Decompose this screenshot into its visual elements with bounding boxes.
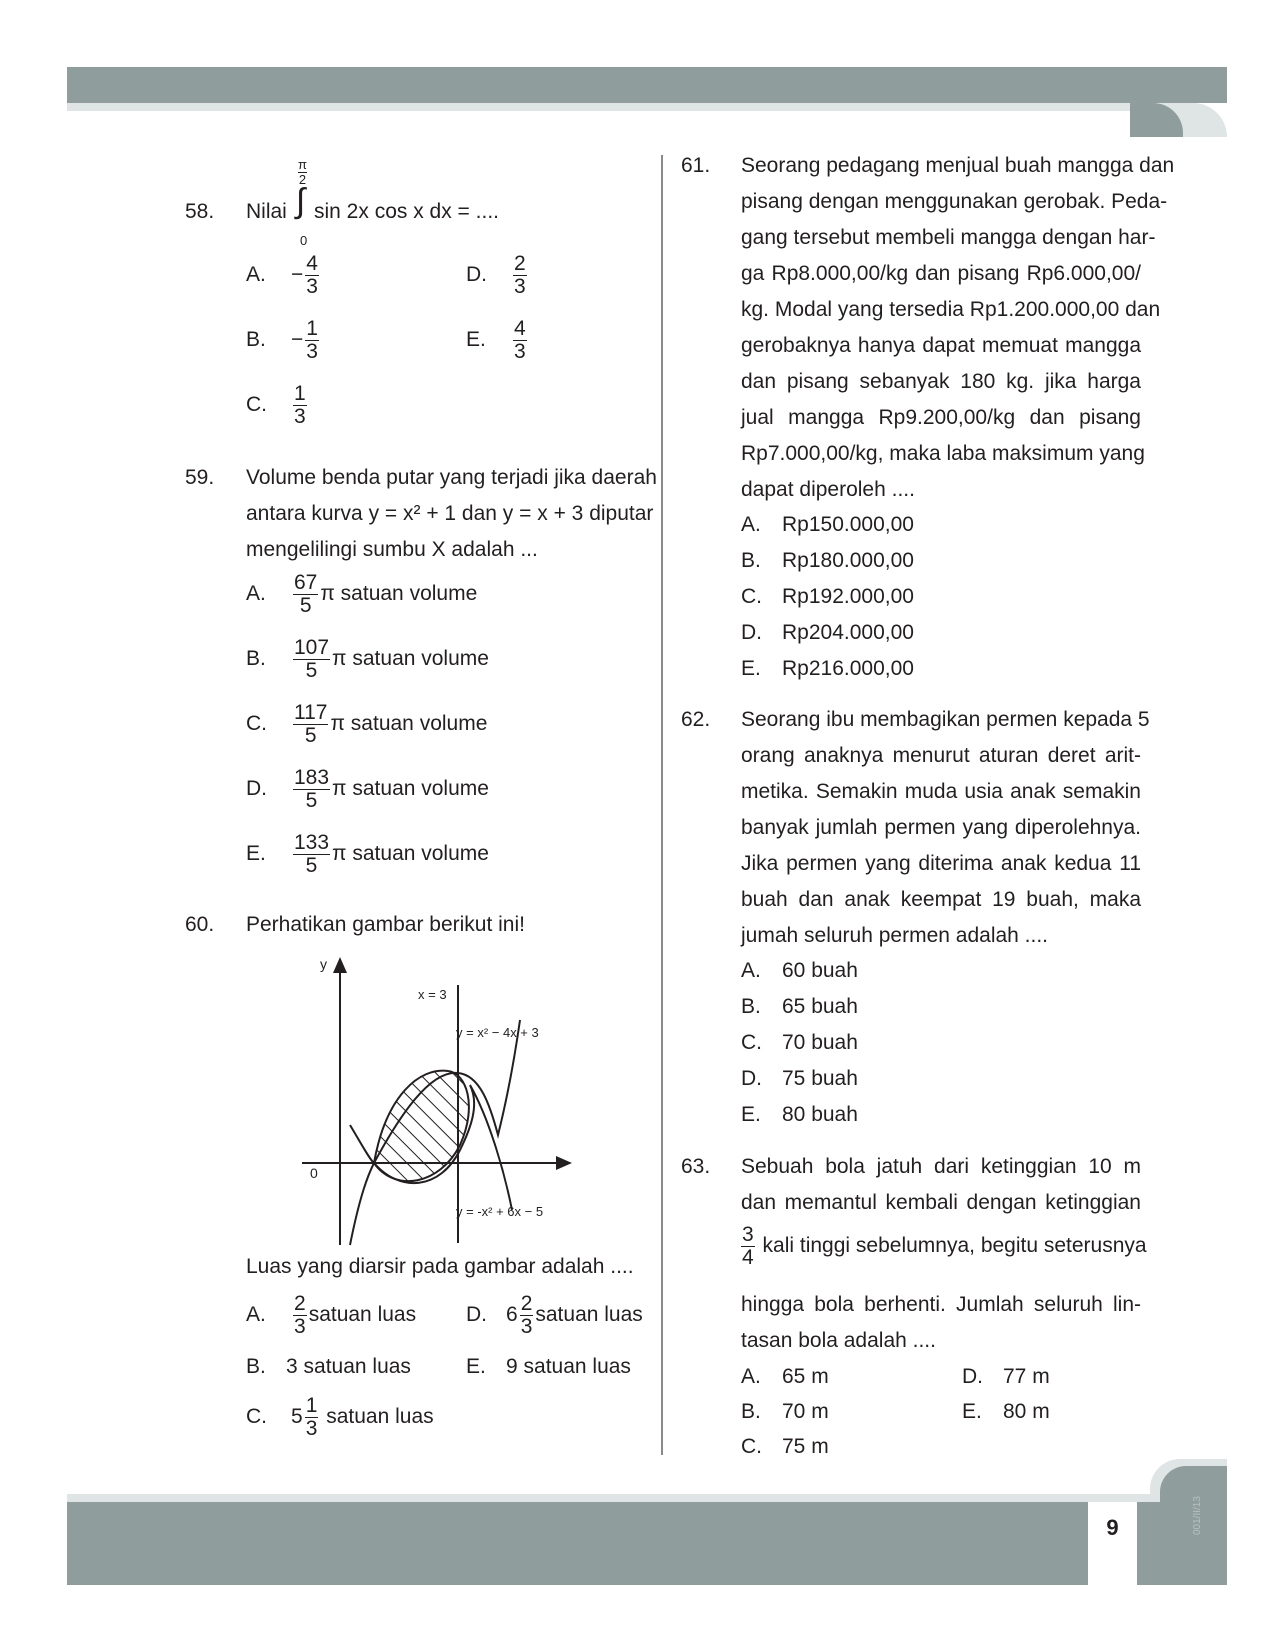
- option-e[interactable]: E. 80 buah: [741, 1103, 858, 1126]
- question-number: 59.: [185, 466, 215, 489]
- fraction: $\frac{2}{3}$: [514, 252, 526, 299]
- option-b[interactable]: B. 65 buah: [741, 995, 858, 1018]
- question-line: metika. Semakin muda usia anak semakin: [741, 780, 1141, 803]
- option-d[interactable]: D. 75 buah: [741, 1067, 858, 1090]
- footer-stripe: [67, 1494, 1153, 1502]
- question-line: Seorang pedagang menjual buah mangga dan: [741, 154, 1175, 177]
- fraction: $\frac{1}{3}$: [305, 1394, 318, 1441]
- fraction: $\frac{1}{3}$: [306, 317, 318, 364]
- page-number: 9: [1106, 1515, 1119, 1540]
- question-line: buah dan anak keempat 19 buah, maka: [741, 888, 1141, 911]
- question-number: 63.: [681, 1155, 711, 1178]
- question-line: orang anaknya menurut aturan deret arit-: [741, 744, 1141, 767]
- question-line: jumah seluruh permen adalah ....: [741, 924, 1049, 947]
- fraction: $\frac{4}{3}$: [306, 252, 318, 299]
- question-line: kg. Modal yang tersedia Rp1.200.000,00 dan: [741, 298, 1161, 321]
- option-a[interactable]: A. 60 buah: [741, 959, 858, 982]
- integral-expression: sin 2x cos x dx = ....: [314, 200, 499, 223]
- option-c[interactable]: C. $\frac{1}{3}$: [246, 382, 306, 429]
- option-d[interactable]: D. Rp204.000,00: [741, 621, 914, 644]
- option-b[interactable]: B. 70 m: [741, 1400, 829, 1423]
- side-code: 001/II/13: [1192, 1496, 1203, 1535]
- option-c[interactable]: C. 5 $\frac{1}{3}$ satuan luas: [246, 1394, 434, 1441]
- header-stripe: [67, 103, 1153, 111]
- question-line: tasan bola adalah ....: [741, 1329, 936, 1352]
- option-a[interactable]: A. Rp150.000,00: [741, 513, 914, 536]
- option-a[interactable]: A. 65 m: [741, 1365, 829, 1388]
- fraction: $\frac{4}{3}$: [514, 317, 526, 364]
- option-d[interactable]: D. 77 m: [962, 1365, 1050, 1388]
- option-c[interactable]: C. $\frac{117}{5}$ π satuan volume: [246, 701, 488, 748]
- question-number: 61.: [681, 154, 711, 177]
- option-e[interactable]: E. 9 satuan luas: [466, 1355, 631, 1378]
- x-axis-arrow: [556, 1156, 572, 1170]
- fraction: $\frac{107}{5}$: [294, 636, 330, 683]
- option-a[interactable]: A. − $\frac{4}{3}$: [246, 252, 318, 299]
- question-line: $\frac{3}{4}$ kali tinggi sebelumnya, begitu seterusnya: [742, 1223, 1147, 1270]
- curve2-label: y = -x² + 6x − 5: [456, 1204, 544, 1219]
- integral-upper-limit: π 2: [298, 157, 307, 187]
- question-text: Perhatikan gambar berikut ini!: [246, 913, 525, 936]
- fraction: $\frac{2}{3}$: [294, 1292, 306, 1339]
- option-b[interactable]: B. 3 satuan luas: [246, 1355, 411, 1378]
- question-line: jual mangga Rp9.200,00/kg dan pisang: [741, 406, 1141, 429]
- question-line: pisang dengan menggunakan gerobak. Peda-: [741, 190, 1168, 213]
- question-number: 60.: [185, 913, 215, 936]
- integral-lower-limit: 0: [300, 233, 308, 248]
- fraction: $\frac{3}{4}$: [742, 1223, 754, 1270]
- y-axis-label: y: [320, 956, 327, 972]
- question-line: gerobaknya hanya dapat memuat mangga: [741, 334, 1141, 357]
- option-b[interactable]: B. $\frac{107}{5}$ π satuan volume: [246, 636, 489, 683]
- question-prompt: Luas yang diarsir pada gambar adalah ....: [246, 1255, 634, 1278]
- option-c[interactable]: C. 70 buah: [741, 1031, 858, 1054]
- fraction: $\frac{117}{5}$: [294, 701, 328, 748]
- option-d[interactable]: D. 6 $\frac{2}{3}$ satuan luas: [466, 1292, 643, 1339]
- y-axis-arrow: [333, 957, 347, 973]
- option-b[interactable]: B. − $\frac{1}{3}$: [246, 317, 318, 364]
- question-line: dan pisang sebanyak 180 kg. jika harga: [741, 370, 1141, 393]
- origin-label: 0: [310, 1165, 318, 1181]
- option-a[interactable]: A. $\frac{67}{5}$ π satuan volume: [246, 571, 478, 618]
- header-band: [67, 67, 1227, 103]
- question-line: antara kurva y = x² + 1 dan y = x + 3 diputar: [246, 502, 654, 525]
- question-line: dapat diperoleh ....: [741, 478, 915, 501]
- question-line: Jika permen yang diterima anak kedua 11: [741, 852, 1141, 875]
- fraction: $\frac{2}{3}$: [520, 1292, 533, 1339]
- area-graph: [290, 945, 610, 1255]
- option-e[interactable]: E. Rp216.000,00: [741, 657, 914, 680]
- fraction: $\frac{67}{5}$: [294, 571, 318, 618]
- question-line: gang tersebut membeli mangga dengan har-: [741, 226, 1156, 249]
- shaded-region: [374, 1071, 469, 1182]
- question-number: 62.: [681, 708, 711, 731]
- question-line: hingga bola berhenti. Jumlah seluruh lin-: [741, 1293, 1141, 1316]
- question-prefix: Nilai: [246, 200, 287, 223]
- footer-band: [67, 1502, 1227, 1585]
- fraction: $\frac{1}{3}$: [294, 382, 306, 429]
- option-e[interactable]: E. 80 m: [962, 1400, 1050, 1423]
- option-e[interactable]: E. $\frac{4}{3}$: [466, 317, 526, 364]
- question-line: dan memantul kembali dengan ketinggian: [741, 1191, 1141, 1214]
- option-b[interactable]: B. Rp180.000,00: [741, 549, 914, 572]
- question-line: Seorang ibu membagikan permen kepada 5: [741, 708, 1150, 731]
- column-divider: [661, 155, 663, 1455]
- question-line: mengelilingi sumbu X adalah ...: [246, 538, 538, 561]
- option-c[interactable]: C. 75 m: [741, 1435, 829, 1458]
- option-e[interactable]: E. $\frac{133}{5}$ π satuan volume: [246, 831, 489, 878]
- question-line: ga Rp8.000,00/kg dan pisang Rp6.000,00/: [741, 262, 1141, 285]
- vertical-line-label: x = 3: [418, 987, 447, 1002]
- option-a[interactable]: A. $\frac{2}{3}$ satuan luas: [246, 1292, 417, 1339]
- option-c[interactable]: C. Rp192.000,00: [741, 585, 914, 608]
- question-line: Sebuah bola jatuh dari ketinggian 10 m: [741, 1155, 1141, 1178]
- question-line: Volume benda putar yang terjadi jika daerah: [246, 466, 657, 489]
- option-d[interactable]: D. $\frac{2}{3}$: [466, 252, 526, 299]
- question-line: Rp7.000,00/kg, maka laba maksimum yang: [741, 442, 1145, 465]
- question-number: 58.: [185, 200, 215, 223]
- curve1-label: y = x² − 4x + 3: [456, 1025, 539, 1040]
- integral-sign: ∫: [296, 182, 306, 220]
- question-line: banyak jumlah permen yang diperolehnya.: [741, 816, 1141, 839]
- fraction: $\frac{183}{5}$: [294, 766, 330, 813]
- fraction: $\frac{133}{5}$: [294, 831, 330, 878]
- option-d[interactable]: D. $\frac{183}{5}$ π satuan volume: [246, 766, 489, 813]
